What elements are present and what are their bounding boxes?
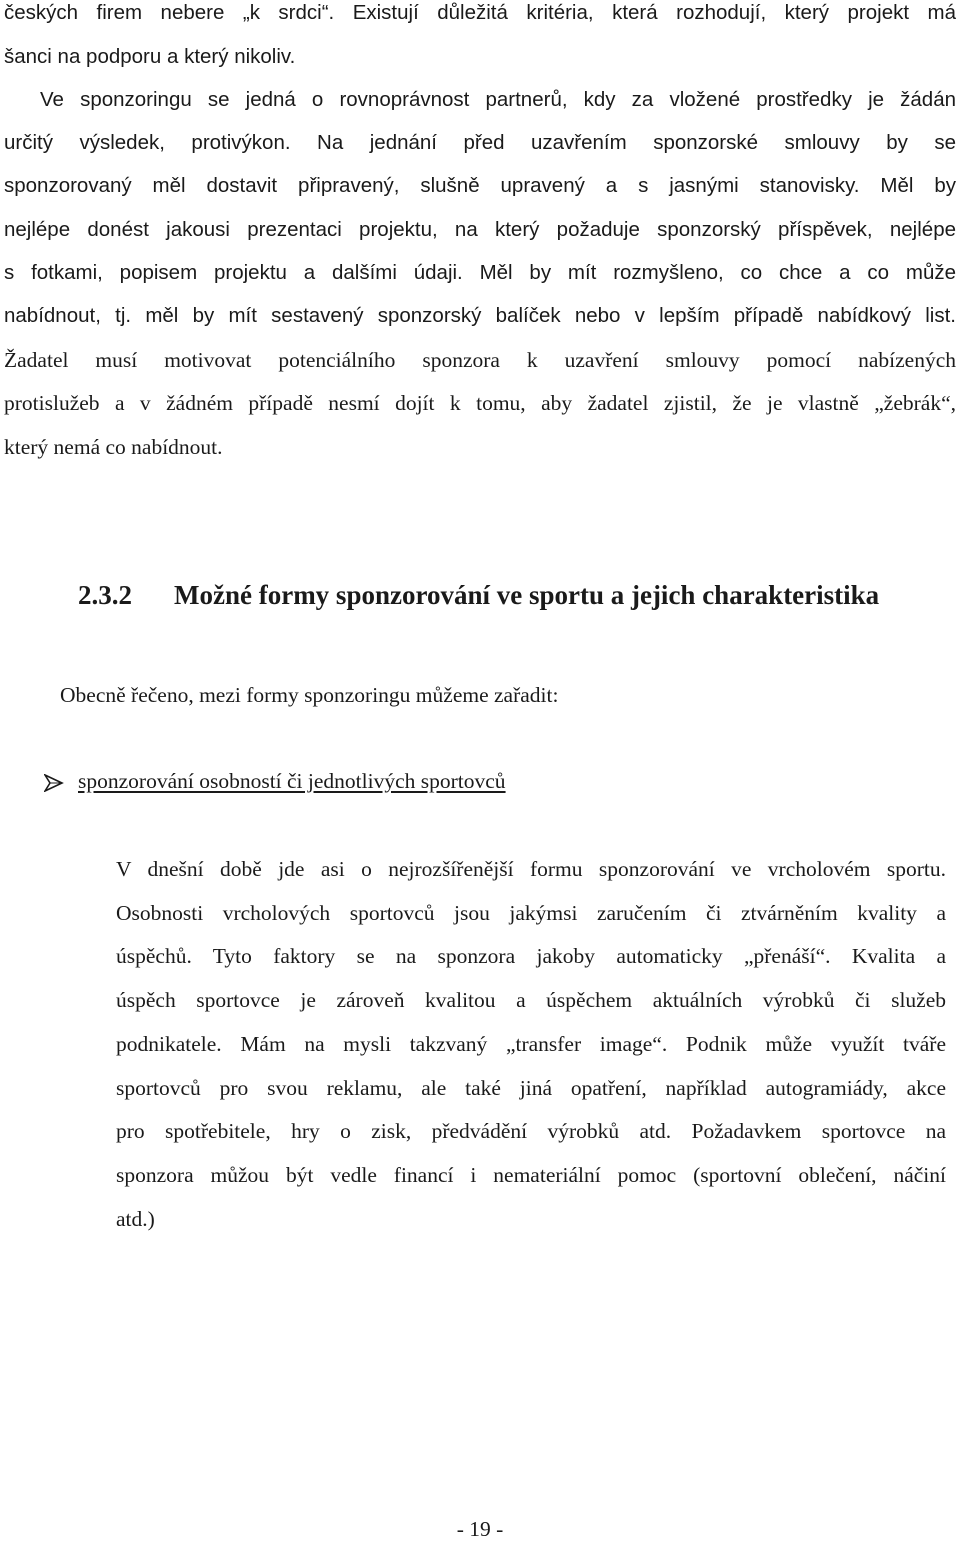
bullet-item — [44, 768, 506, 794]
section-heading — [78, 578, 879, 612]
text-line: šanci na podporu a který nikoliv. — [4, 45, 296, 68]
section-title: Možné formy sponzorování ve sportu a jejich charakteristika — [174, 580, 880, 610]
text-line: s fotkami, popisem projektu a dalšími údaji. Měl by mít rozmyšleno, co chce a co může — [4, 261, 956, 284]
intro-sentence: Obecně řečeno, mezi formy sponzoringu můžeme zařadit: — [60, 683, 559, 707]
text-line: určitý výsledek, protivýkon. Na jednání před uzavřením sponzorské smlouvy by se — [4, 131, 956, 154]
text-line: nabídnout, tj. měl by mít sestavený sponzorský balíček nebo v lepším případě nabídkový list. — [4, 304, 956, 327]
text-line: nejlépe donést jakousi prezentaci projektu, na který požaduje sponzorský příspěvek, nejlépe — [4, 218, 956, 241]
text-line: Žadatel musí motivovat potenciálního sponzora k uzavření smlouvy pomocí nabízených — [4, 348, 956, 372]
text-line: českých firem nebere „k srdci“. Existují důležitá kritéria, která rozhodují, který projekt má — [4, 1, 956, 24]
text-line: Ve sponzoringu se jedná o rovnoprávnost partnerů, kdy za vložené prostředky je žádán — [40, 88, 956, 111]
page-number: - 19 - — [456, 1517, 504, 1541]
text-line: podnikatele. Mám na mysli takzvaný „transfer image“. Podnik může využít tváře — [116, 1032, 946, 1056]
bullet-text: sponzorování osobností či jednotlivých sportovců — [78, 769, 506, 793]
text-line: protislužeb a v žádném případě nesmí dojít k tomu, aby žadatel zjistil, že je vlastně „žebrák“, — [4, 391, 956, 415]
text-line: úspěchů. Tyto faktory se na sponzora jakoby automaticky „přenáší“. Kvalita a — [116, 944, 946, 968]
text-line: sponzora můžou být vedle financí i nemateriální pomoc (sportovní oblečení, náčiní — [116, 1163, 946, 1187]
arrow-bullet-icon — [44, 774, 78, 792]
text-line: který nemá co nabídnout. — [4, 435, 223, 459]
text-line: úspěch sportovce je zároveň kvalitou a úspěchem aktuálních výrobků či služeb — [116, 988, 946, 1012]
text-line: Osobnosti vrcholových sportovců jsou jakýmsi zaručením či ztvárněním kvality a — [116, 901, 946, 925]
section-number: 2.3.2 — [78, 580, 132, 610]
text-line: pro spotřebitele, hry o zisk, předvádění výrobků atd. Požadavkem sportovce na — [116, 1119, 946, 1143]
text-line: sponzorovaný měl dostavit připravený, slušně upravený a s jasnými stanovisky. Měl by — [4, 174, 956, 197]
text-line: atd.) — [116, 1207, 155, 1231]
text-line: V dnešní době jde asi o nejrozšířenější formu sponzorování ve vrcholovém sportu. — [116, 857, 946, 881]
text-line: sportovců pro svou reklamu, ale také jiná opatření, například autogramiády, akce — [116, 1076, 946, 1100]
